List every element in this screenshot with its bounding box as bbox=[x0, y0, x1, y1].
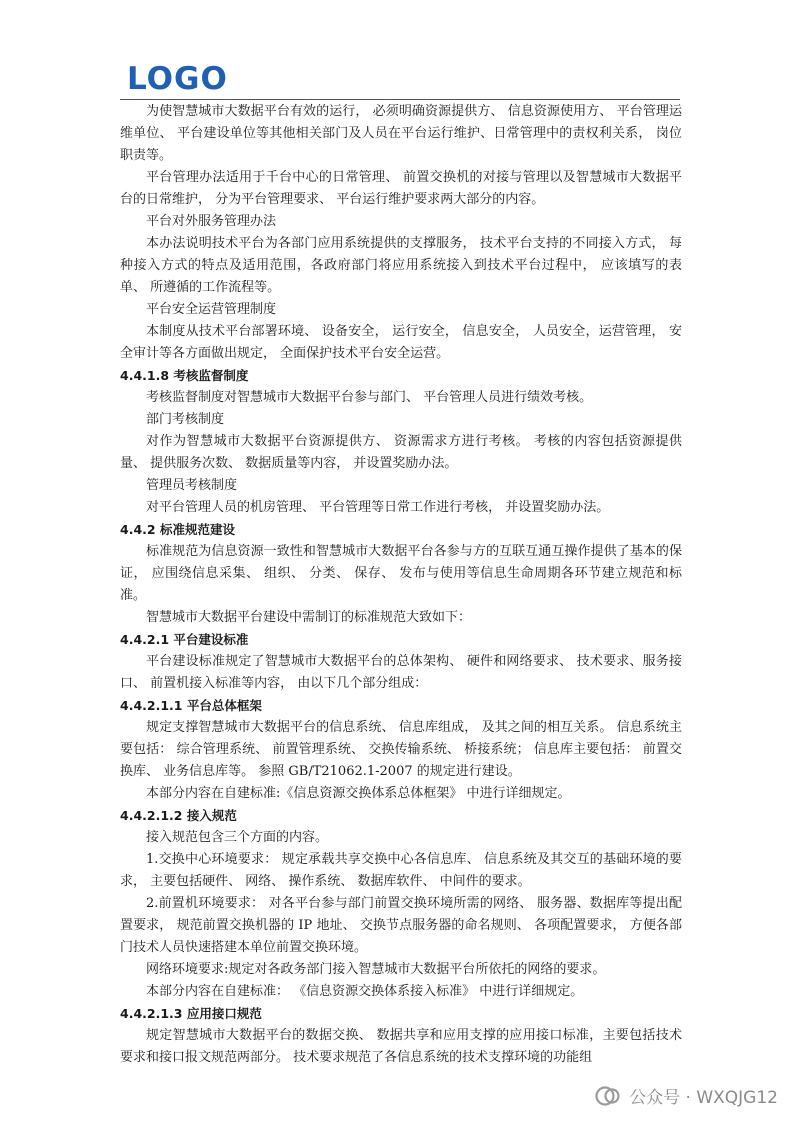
body-paragraph: 2.前置机环境要求： 对各平台参与部门前置交换环境所需的网络、 服务器、数据库等提出配置要求， 规范前置交换机器的 IP 地址、 交换节点服务器的命名规则、 各项配置要求， 方便各部门技术人员快速搭建本单位前置交换环境。 bbox=[120, 896, 682, 955]
section-heading: 4.4.1.8 考核监督制度 bbox=[120, 368, 249, 383]
section-heading: 4.4.2.1.3 应用接口规范 bbox=[120, 1006, 262, 1021]
body-paragraph: 本制度从技术平台部署环境、 设备安全， 运行安全， 信息安全， 人员安全，运营管理， 安全审计等各方面做出规定， 全面保护技术平台安全运营。 bbox=[120, 324, 682, 361]
document-body bbox=[120, 101, 682, 1069]
body-paragraph: 本办法说明技术平台为各部门应用系统提供的支撑服务， 技术平台支持的不同接入方式， 每种接入方式的特点及适用范围，各政府部门将应用系统接入到技术平台过程中， 应该填写的表单、 所遵循的工作流程等。 bbox=[120, 236, 682, 295]
section-heading: 4.4.2.1 平台建设标准 bbox=[120, 632, 249, 647]
body-paragraph: 规定智慧城市大数据平台的数据交换、 数据共享和应用支撑的应用接口标准，主要包括技术要求和接口报文规范两部分。 技术要求规范了各信息系统的技术支撑环境的功能组 bbox=[120, 1028, 682, 1065]
body-paragraph: 部门考核制度 bbox=[146, 412, 225, 427]
body-paragraph: 对作为智慧城市大数据平台资源提供方、 资源需求方进行考核。 考核的内容包括资源提供量、 提供服务次数、 数据质量等内容， 并设置奖励办法。 bbox=[120, 434, 682, 471]
body-paragraph: 本部分内容在自建标准： 《信息资源交换体系接入标准》 中进行详细规定。 bbox=[146, 984, 584, 999]
body-paragraph: 规定支撑智慧城市大数据平台的信息系统、 信息库组成， 及其之间的相互关系。 信息系统主要包括： 综合管理系统、 前置管理系统、 交换传输系统、 桥接系统； 信息库主要包括： 前置交换库、 业务信息库等。 参照 GB/T21062.1-2007 的规定进行建设。 bbox=[120, 720, 682, 779]
body-paragraph: 考核监督制度对智慧城市大数据平台参与部门、 平台管理人员进行绩效考核。 bbox=[146, 390, 593, 405]
body-paragraph: 智慧城市大数据平台建设中需制订的标准规范大致如下： bbox=[146, 610, 472, 625]
logo: LOGO bbox=[127, 61, 228, 97]
header-divider bbox=[120, 99, 680, 100]
body-paragraph: 平台建设标准规定了智慧城市大数据平台的总体架构、 硬件和网络要求、 技术要求、服务接口、 前置机接入标准等内容， 由以下几个部分组成： bbox=[120, 654, 682, 691]
section-heading: 4.4.2.1.2 接入规范 bbox=[120, 808, 237, 823]
body-paragraph: 1.交换中心环境要求： 规定承载共享交换中心各信息库、 信息系统及其交互的基础环境的要求， 主要包括硬件、 网络、 操作系统、 数据库软件、 中间件的要求。 bbox=[120, 852, 682, 889]
body-paragraph: 标准规范为信息资源一致性和智慧城市大数据平台各参与方的互联互通互操作提供了基本的保证， 应围绕信息采集、 组织、 分类、 保存、 发布与使用等信息生命周期各环节建立规范和标准。 bbox=[120, 544, 682, 603]
body-paragraph: 平台管理办法适用于千台中心的日常管理、 前置交换机的对接与管理以及智慧城市大数据平台的日常维护， 分为平台管理要求、 平台运行维护要求两大部分的内容。 bbox=[120, 170, 682, 207]
body-paragraph: 管理员考核制度 bbox=[146, 478, 238, 493]
body-paragraph: 本部分内容在自建标准:《信息资源交换体系总体框架》 中进行详细规定。 bbox=[146, 786, 571, 801]
body-paragraph: 平台安全运营管理制度 bbox=[146, 302, 277, 317]
body-paragraph: 对平台管理人员的机房管理、 平台管理等日常工作进行考核， 并设置奖励办法。 bbox=[146, 500, 610, 515]
wechat-official-account-icon bbox=[595, 1085, 621, 1107]
section-heading: 4.4.2 标准规范建设 bbox=[120, 522, 235, 537]
section-heading: 4.4.2.1.1 平台总体框架 bbox=[120, 698, 262, 713]
watermark-text: 公众号 · WXQJG12 bbox=[629, 1088, 778, 1108]
wechat-watermark bbox=[595, 1083, 778, 1108]
body-paragraph: 为使智慧城市大数据平台有效的运行， 必须明确资源提供方、 信息资源使用方、 平台管理运维单位、 平台建设单位等其他相关部门及人员在平台运行维护、日常管理中的责权利关系， 岗位职责等。 bbox=[120, 104, 682, 163]
body-paragraph: 网络环境要求:规定对各政务部门接入智慧城市大数据平台所依托的网络的要求。 bbox=[146, 962, 606, 977]
body-paragraph: 平台对外服务管理办法 bbox=[146, 214, 277, 229]
body-paragraph: 接入规范包含三个方面的内容。 bbox=[146, 830, 329, 845]
